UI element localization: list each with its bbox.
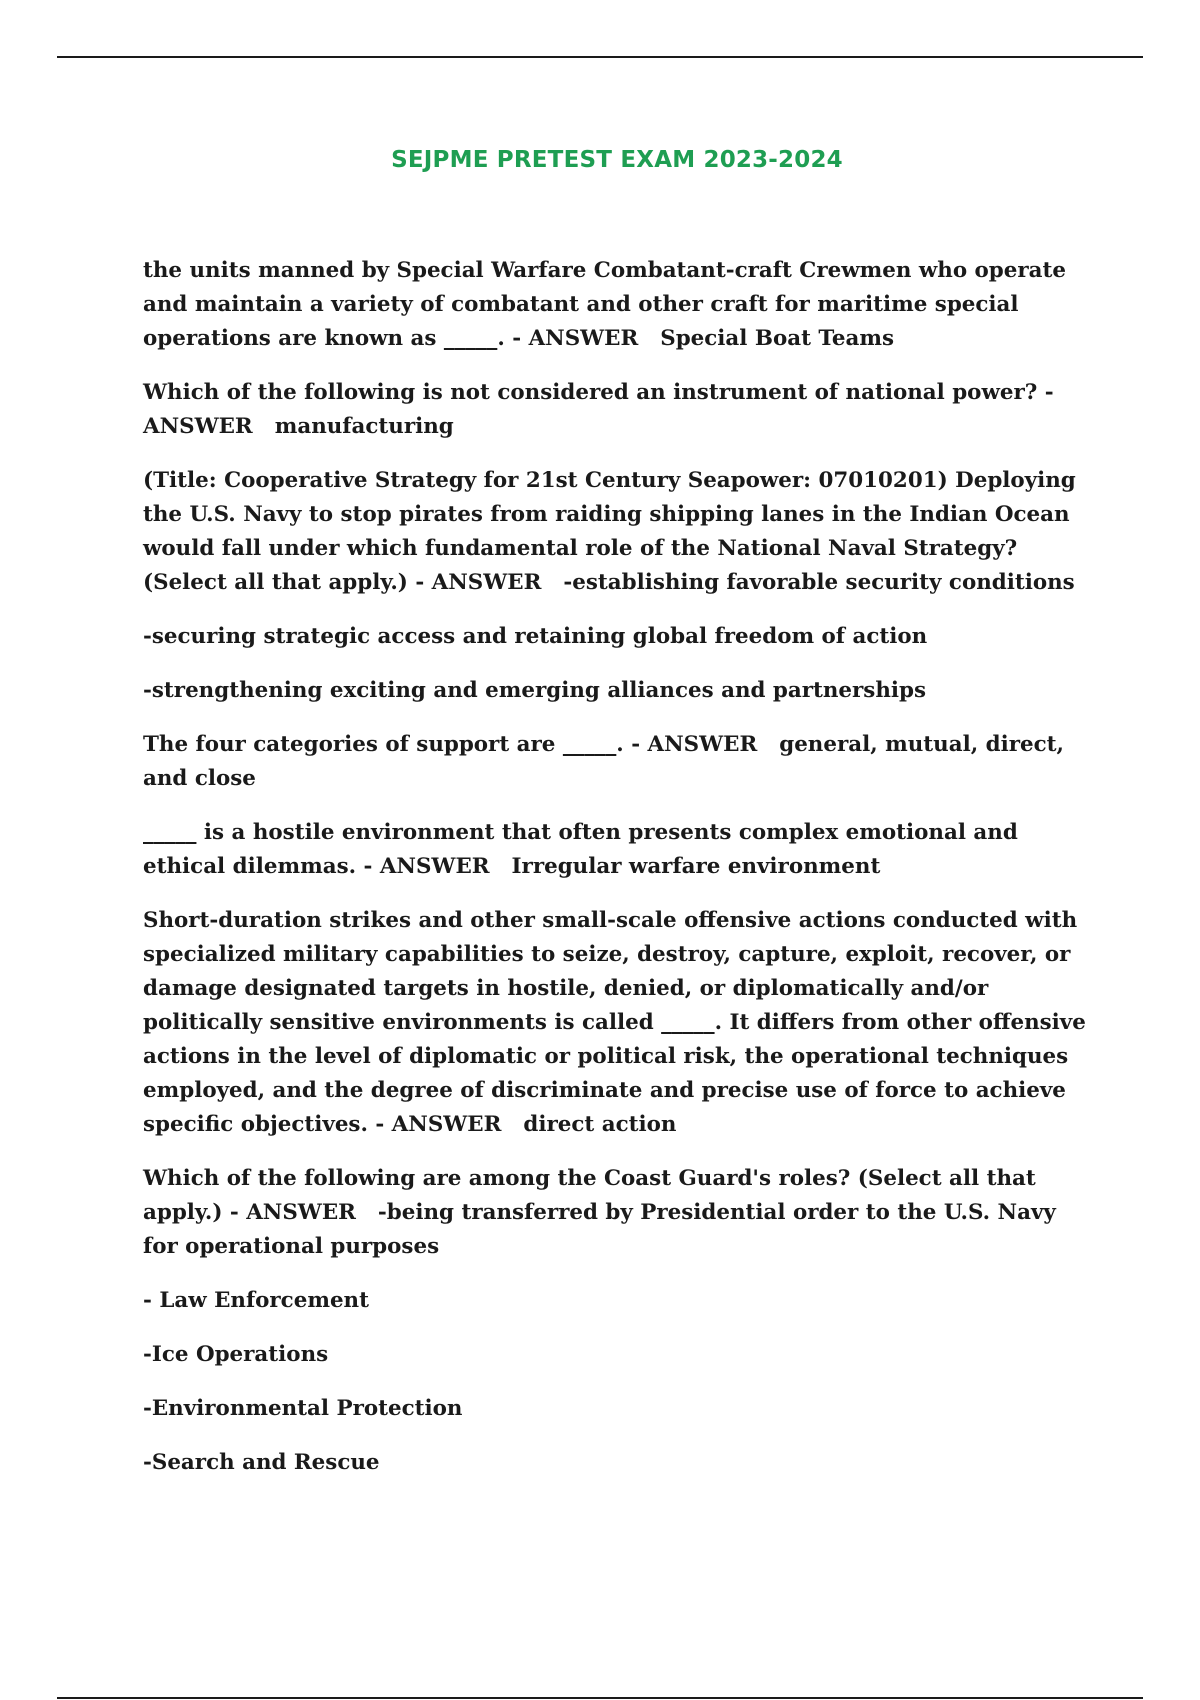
answer-text: direct action (523, 1112, 677, 1137)
qa-paragraph (143, 904, 1088, 1142)
answer-item: -securing strategic access and retaining global freedom of action (143, 624, 928, 649)
answer-item: -strengthening exciting and emerging alliances and partnerships (143, 678, 927, 703)
answer-item: -Ice Operations (143, 1342, 329, 1367)
qa-paragraph (143, 728, 1088, 796)
answer-text: -establishing favorable security conditions (563, 570, 1075, 595)
answer-text: manufacturing (274, 414, 454, 439)
answer-text: Special Boat Teams (660, 326, 895, 351)
answer-line (143, 1338, 1088, 1372)
qa-paragraph (143, 376, 1088, 444)
answer-line (143, 620, 1088, 654)
answer-line (143, 1446, 1088, 1480)
answer-text: -being transferred by Presidential order to the U.S. Navy for operational purposes (143, 1200, 1056, 1259)
answer-text: general, mutual, direct, and close (143, 732, 1064, 791)
document-body (143, 254, 1088, 1500)
answer-item: -Search and Rescue (143, 1450, 380, 1475)
bottom-rule (57, 1697, 1143, 1699)
answer-item: - Law Enforcement (143, 1288, 369, 1313)
question-text: Short-duration strikes and other small-scale offensive actions conducted with specialized military capabilities to seize, destroy, capture, exploit, recover, or damage designated targets in hostile, denied, or diplomatically and/or politically sensitive environments is called _____. It differs from other offensive actions in the level of diplomatic or political risk, the operational techniques employed, and the degree of discriminate and precise use of force to achieve specific objectives. - ANSWER (143, 908, 1086, 1137)
qa-paragraph (143, 1162, 1088, 1264)
question-text: Which of the following is not considered an instrument of national power? - ANSWER (143, 380, 1054, 439)
answer-text: Irregular warfare environment (511, 854, 881, 879)
answer-line (143, 1392, 1088, 1426)
answer-line (143, 1284, 1088, 1318)
qa-paragraph (143, 254, 1088, 356)
answer-line (143, 674, 1088, 708)
question-text: the units manned by Special Warfare Combatant-craft Crewmen who operate and maintain a variety of combatant and other craft for maritime special operations are known as _____. - ANSWER (143, 258, 1066, 351)
top-rule (57, 56, 1143, 58)
question-text: _____ is a hostile environment that often presents complex emotional and ethical dilemmas. - ANSWER (143, 820, 1018, 879)
question-text: Which of the following are among the Coast Guard's roles? (Select all that apply.) - ANSWER (143, 1166, 1036, 1225)
answer-item: -Environmental Protection (143, 1396, 463, 1421)
question-text: (Title: Cooperative Strategy for 21st Century Seapower: 07010201) Deploying the U.S. Navy to stop pirates from raiding shipping lanes in the Indian Ocean would fall under which fundamental role of the National Naval Strategy? (Select all that apply.) - ANSWER (143, 468, 1076, 595)
qa-paragraph (143, 464, 1088, 600)
document-title: SEJPME PRETEST EXAM 2023-2024 (391, 147, 843, 173)
qa-paragraph (143, 816, 1088, 884)
question-text: The four categories of support are _____. - ANSWER (143, 732, 758, 757)
